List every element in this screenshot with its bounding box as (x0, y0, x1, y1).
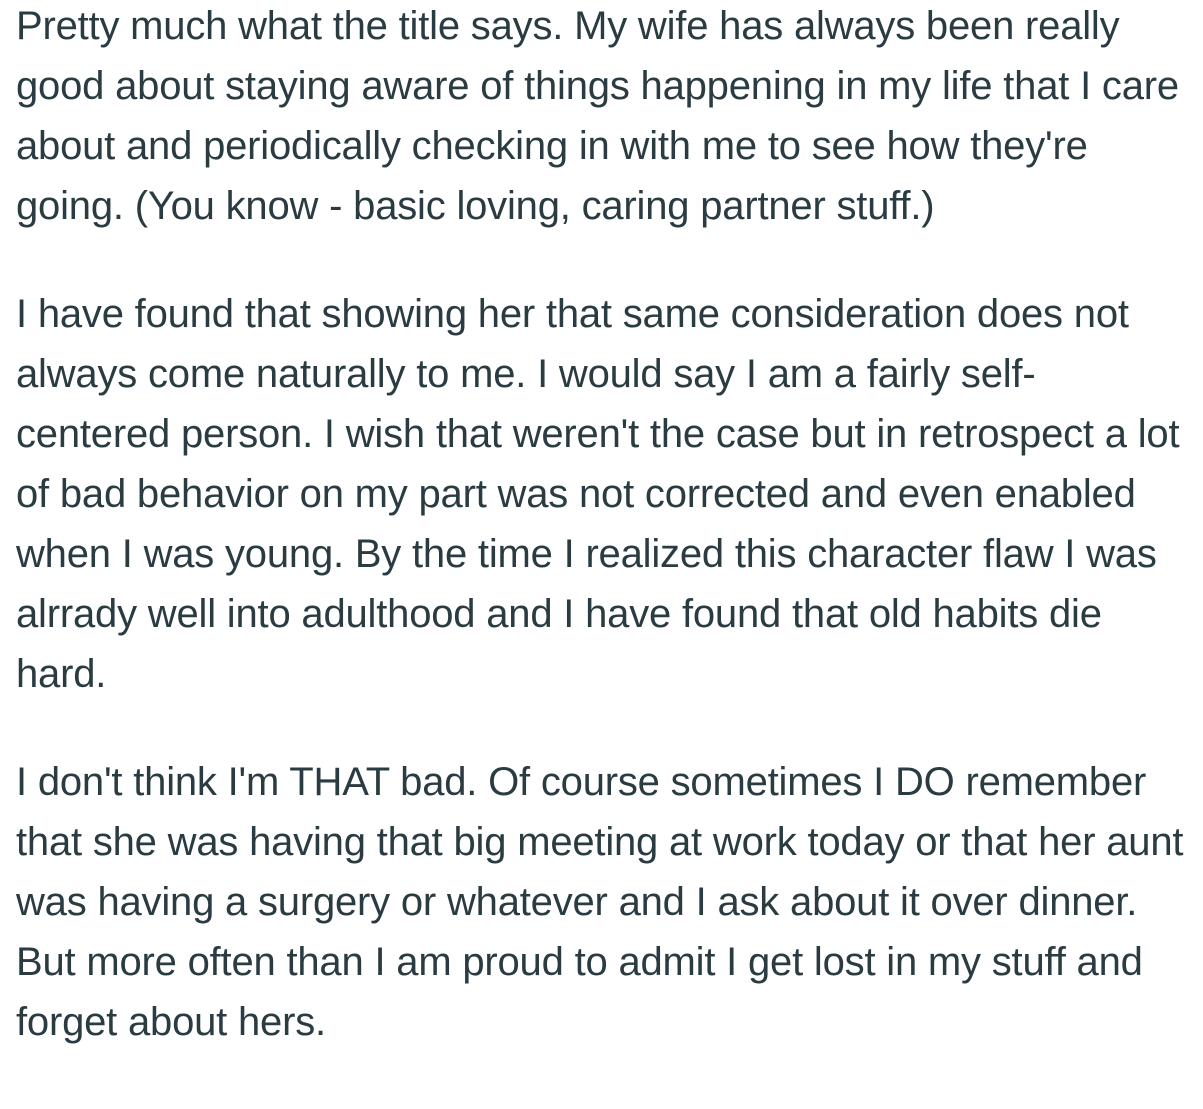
post-paragraph: Pretty much what the title says. My wife has always been really good about staying aware of things happening in my life that I care about and periodically checking in with me to see how they're going. (You know - basic loving, caring partner stuff.) (16, 4, 1179, 228)
post-paragraph: I don't think I'm THAT bad. Of course sometimes I DO remember that she was having that big meeting at work today or that her aunt was having a surgery or whatever and I ask about it over dinner. But more often than I am proud to admit I get lost in my stuff and forget about hers. (16, 760, 1184, 1044)
post-paragraph: I have found that showing her that same consideration does not always come naturally to me. I would say I am a fairly self-centered person. I wish that weren't the case but in retrospect a lot of bad behavior on my part was not corrected and even enabled when I was young. By the time I realized this character flaw I was alrrady well into adulthood and I have found that old habits die hard. (16, 292, 1180, 696)
